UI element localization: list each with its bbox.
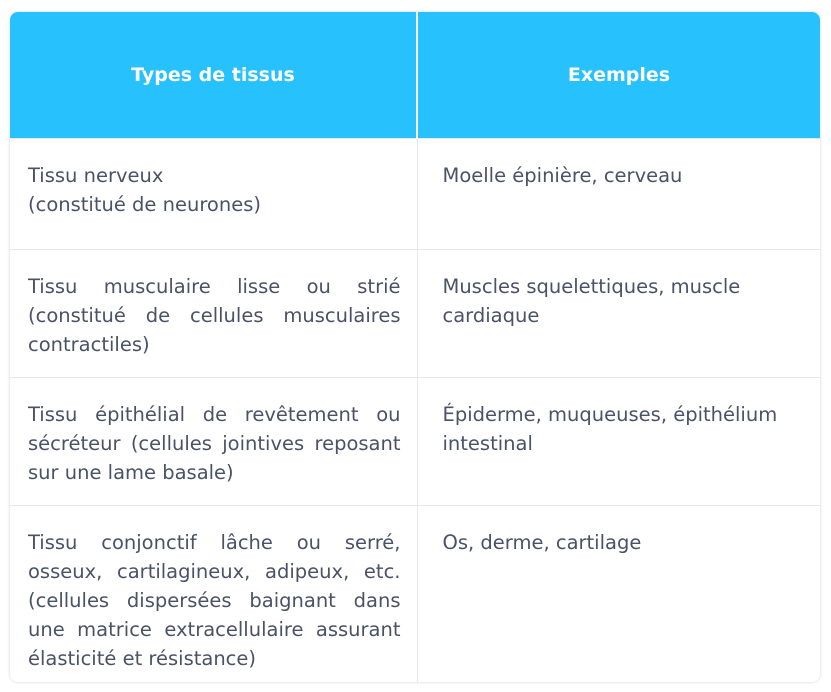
type-text-line: (constitué de neurones) [28, 193, 261, 216]
example-cell: Épiderme, muqueuses, épithélium intestinal [417, 378, 820, 506]
header-types: Types de tissus [10, 12, 417, 139]
type-cell: Tissu conjonctif lâche ou serré, osseux, cartilagineux, adipeux, etc. (cellules dispersées baignant dans une matrice extracellulaire assurant élasticité et résistance) [10, 506, 417, 683]
table-row [10, 250, 820, 378]
tissue-table-grid [10, 12, 820, 682]
table-row [10, 378, 820, 506]
header-examples: Exemples [417, 12, 820, 139]
table-body [10, 139, 820, 683]
example-cell: Os, derme, cartilage [417, 506, 820, 683]
example-cell: Moelle épinière, cerveau [417, 139, 820, 250]
type-text-line: Tissu nerveux [28, 164, 164, 187]
header-row [10, 12, 820, 139]
table-row [10, 139, 820, 250]
tissue-table [10, 12, 820, 682]
table-header [10, 12, 820, 139]
example-cell: Muscles squelettiques, muscle cardiaque [417, 250, 820, 378]
table-row [10, 506, 820, 683]
type-cell [10, 139, 417, 250]
type-cell: Tissu épithélial de revêtement ou sécréteur (cellules jointives reposant sur une lame basale) [10, 378, 417, 506]
type-cell: Tissu musculaire lisse ou strié (constitué de cellules musculaires contractiles) [10, 250, 417, 378]
